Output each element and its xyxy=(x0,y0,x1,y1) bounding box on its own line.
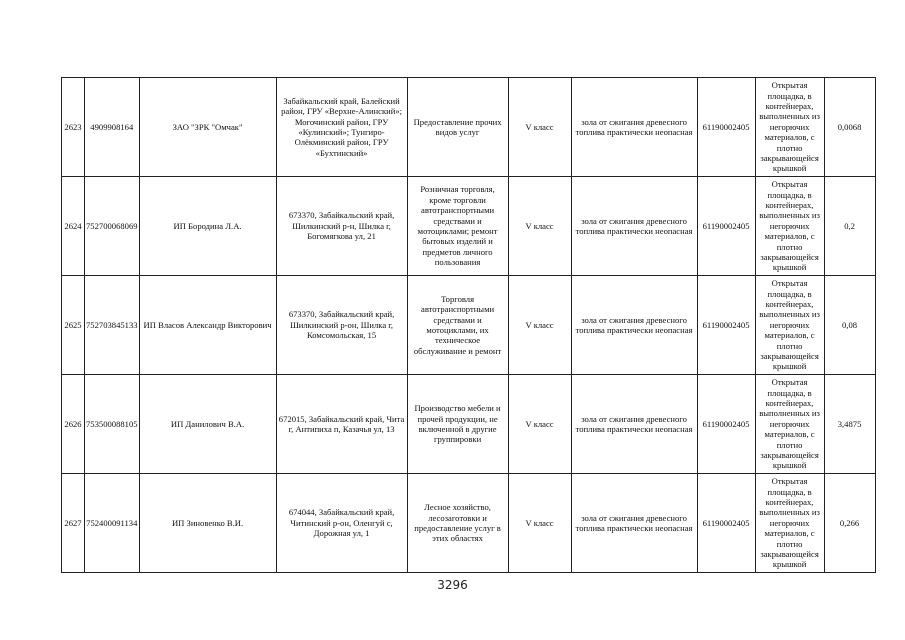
cell-storage-method: Открытая площадка, в контейнерах, выполненных из негорючих материалов, с плотно закрывающейся крышкой xyxy=(755,276,824,375)
table-row xyxy=(62,375,876,474)
table-row xyxy=(62,78,876,177)
cell-row-number: 2625 xyxy=(62,276,85,375)
cell-inn: 752700068069 xyxy=(85,177,140,276)
cell-waste-name: зола от сжигания древесного топлива практически неопасная xyxy=(571,276,697,375)
cell-hazard-class: V класс xyxy=(508,276,571,375)
cell-row-number: 2624 xyxy=(62,177,85,276)
cell-amount: 0,266 xyxy=(824,474,875,573)
table-row xyxy=(62,276,876,375)
cell-inn: 753500088105 xyxy=(85,375,140,474)
cell-amount: 3,4875 xyxy=(824,375,875,474)
cell-organization-name: ИП Власов Александр Викторович xyxy=(139,276,276,375)
cell-organization-name: ИП Бородина Л.А. xyxy=(139,177,276,276)
cell-storage-method: Открытая площадка, в контейнерах, выполненных из негорючих материалов, с плотно закрывающейся крышкой xyxy=(755,474,824,573)
cell-activity: Торговля автотранспортными средствами и мотоциклами, их техническое обслуживание и ремонт xyxy=(407,276,508,375)
page-number: 3296 xyxy=(437,578,468,592)
cell-storage-method: Открытая площадка, в контейнерах, выполненных из негорючих материалов, с плотно закрывающейся крышкой xyxy=(755,78,824,177)
cell-organization-name: ЗАО "ЗРК "Омчак" xyxy=(139,78,276,177)
cell-row-number: 2626 xyxy=(62,375,85,474)
cell-inn: 752400091134 xyxy=(85,474,140,573)
cell-storage-method: Открытая площадка, в контейнерах, выполненных из негорючих материалов, с плотно закрывающейся крышкой xyxy=(755,375,824,474)
table-row xyxy=(62,474,876,573)
cell-hazard-class: V класс xyxy=(508,474,571,573)
cell-row-number: 2627 xyxy=(62,474,85,573)
cell-row-number: 2623 xyxy=(62,78,85,177)
cell-address: 672015, Забайкальский край, Чита г, Антипиха п, Казачья ул, 13 xyxy=(276,375,407,474)
table-body xyxy=(62,78,876,573)
cell-activity: Производство мебели и прочей продукции, не включенной в другие группировки xyxy=(407,375,508,474)
cell-waste-code: 61190002405 xyxy=(697,375,755,474)
cell-amount: 0,2 xyxy=(824,177,875,276)
cell-address: 673370, Забайкальский край, Шилкинский р-он, Шилка г, Комсомольская, 15 xyxy=(276,276,407,375)
cell-organization-name: ИП Зиновенко В.И. xyxy=(139,474,276,573)
cell-amount: 0,0068 xyxy=(824,78,875,177)
cell-waste-name: зола от сжигания древесного топлива практически неопасная xyxy=(571,177,697,276)
cell-organization-name: ИП Данилович В.А. xyxy=(139,375,276,474)
cell-activity: Предоставление прочих видов услуг xyxy=(407,78,508,177)
cell-waste-name: зола от сжигания древесного топлива практически неопасная xyxy=(571,474,697,573)
cell-waste-name: зола от сжигания древесного топлива практически неопасная xyxy=(571,78,697,177)
waste-registry-table xyxy=(61,77,876,573)
cell-inn: 752703845133 xyxy=(85,276,140,375)
cell-address: Забайкальский край, Балейский район, ГРУ «Верхне-Алинский»; Могочинский район, ГРУ «Кулинский»; Тунгиро-Олёкминский район, ГРУ «Бухтинский» xyxy=(276,78,407,177)
cell-hazard-class: V класс xyxy=(508,78,571,177)
cell-address: 674044, Забайкальский край, Читинский р-он, Оленгуй с, Дорожная ул, 1 xyxy=(276,474,407,573)
cell-amount: 0,08 xyxy=(824,276,875,375)
cell-waste-code: 61190002405 xyxy=(697,276,755,375)
cell-hazard-class: V класс xyxy=(508,375,571,474)
cell-hazard-class: V класс xyxy=(508,177,571,276)
cell-activity: Лесное хозяйство, лесозаготовки и предоставление услуг в этих областях xyxy=(407,474,508,573)
cell-storage-method: Открытая площадка, в контейнерах, выполненных из негорючих материалов, с плотно закрывающейся крышкой xyxy=(755,177,824,276)
cell-inn: 4909908164 xyxy=(85,78,140,177)
cell-waste-code: 61190002405 xyxy=(697,78,755,177)
cell-address: 673370, Забайкальский край, Шилкинский р-н, Шилка г, Богомягкова ул, 21 xyxy=(276,177,407,276)
cell-waste-name: зола от сжигания древесного топлива практически неопасная xyxy=(571,375,697,474)
cell-waste-code: 61190002405 xyxy=(697,474,755,573)
table-row xyxy=(62,177,876,276)
cell-activity: Розничная торговля, кроме торговли автотранспортными средствами и мотоциклами; ремонт бытовых изделий и предметов личного пользования xyxy=(407,177,508,276)
cell-waste-code: 61190002405 xyxy=(697,177,755,276)
